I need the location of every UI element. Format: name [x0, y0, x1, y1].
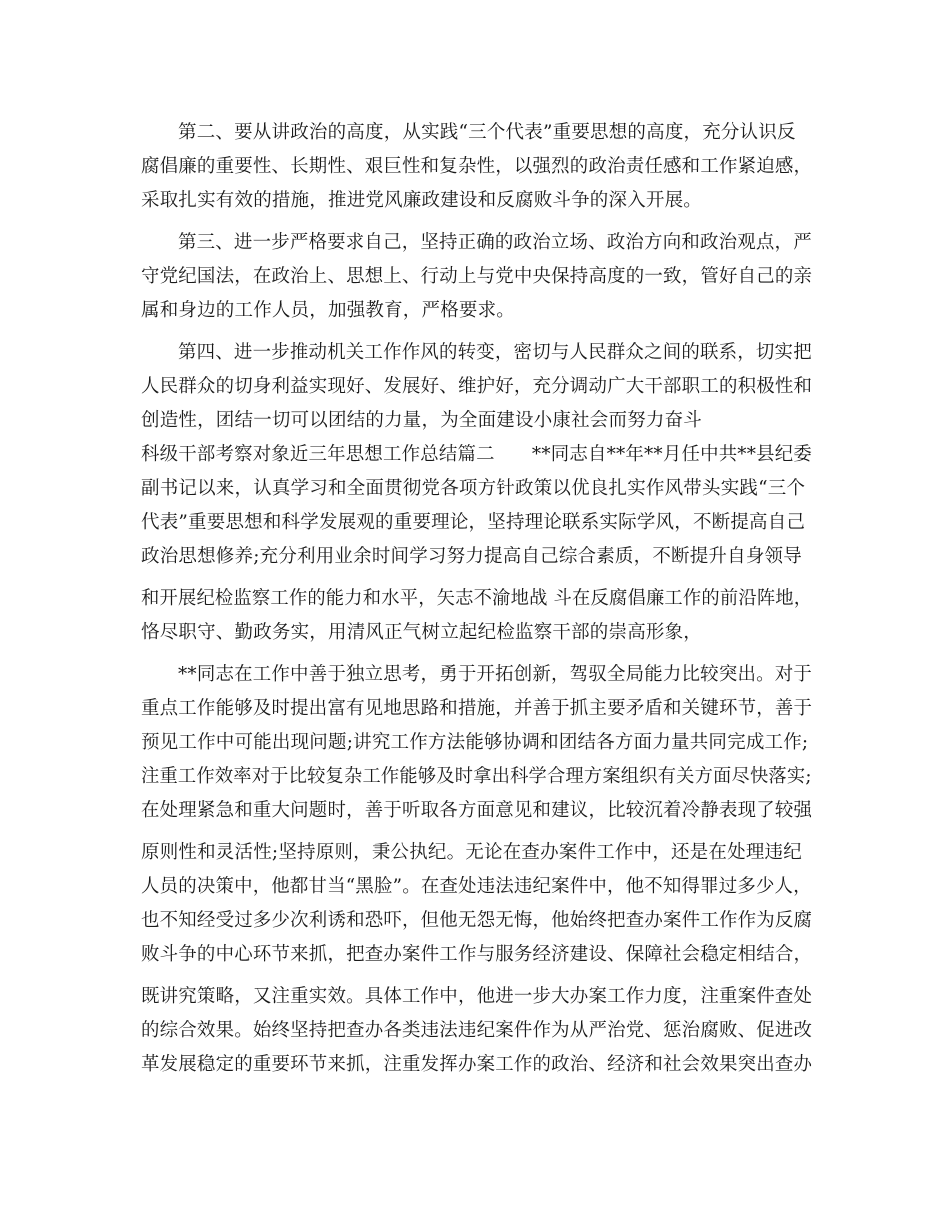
- text-line: 人员的决策中，他都甘当“黑脸”。在查处违法违纪案件中，他不知得罪过多少人，: [141, 876, 812, 897]
- text-line: 人民群众的切身利益实现好、发展好、维护好，充分调动广大干部职工的积极性和: [141, 376, 813, 397]
- text-line: **同志在工作中善于独立思考，勇于开拓创新，驾驭全局能力比较突出。对于: [178, 664, 813, 685]
- text-line: 守党纪国法，在政治上、思想上、行动上与党中央保持高度的一致，管好自己的亲: [141, 266, 813, 287]
- text-line: 腐倡廉的重要性、长期性、艰巨性和复杂性，以强烈的政治责任感和工作紧迫感，: [141, 156, 813, 177]
- text-line: 也不知经受过多少次利诱和恐吓，但他无怨无悔，他始终把查办案件工作作为反腐: [141, 910, 813, 931]
- text-line: 创造性，团结一切可以团结的力量，为全面建设小康社会而努力奋斗: [141, 410, 703, 431]
- text-line: 预见工作中可能出现问题;讲究工作方法能够协调和团结各方面力量共同完成工作;: [141, 732, 809, 753]
- text-line: 第三、进一步严格要求自己，坚持正确的政治立场、政治方向和政治观点，严: [178, 232, 812, 253]
- text-line: 的综合效果。始终坚持把查办各类违法违纪案件作为从严治党、惩治腐败、促进改: [141, 1020, 813, 1041]
- text-line: 第二、要从讲政治的高度，从实践“三个代表”重要思想的高度，充分认识反: [178, 122, 796, 143]
- text-line: 属和身边的工作人员，加强教育，严格要求。: [141, 300, 516, 321]
- text-line: 和开展纪检监察工作的能力和水平，矢志不渝地战 斗在反腐倡廉工作的前沿阵地，: [141, 588, 813, 609]
- text-line: 既讲究策略，又注重实效。具体工作中，他进一步大办案工作力度，注重案件查处: [141, 986, 813, 1007]
- text-line: 采取扎实有效的措施，推进党风廉政建设和反腐败斗争的深入开展。: [141, 190, 703, 211]
- text-line: 重点工作能够及时提出富有见地思路和措施，并善于抓主要矛盾和关键环节，善于: [141, 698, 813, 719]
- text-line: 革发展稳定的重要环节来抓，注重发挥办案工作的政治、经济和社会效果突出查办: [141, 1054, 813, 1075]
- text-line: 恪尽职守、勤政务实，用清风正气树立起纪检监察干部的崇高形象，: [141, 622, 703, 643]
- text-line: 在处理紧急和重大问题时，善于听取各方面意见和建议，比较沉着冷静表现了较强: [141, 800, 813, 821]
- section-heading-line: 科级干部考察对象近三年思想工作总结篇二 **同志自**年**月任中共**县纪委: [141, 444, 812, 465]
- text-line: 第四、进一步推动机关工作作风的转变，密切与人民群众之间的联系，切实把: [178, 342, 812, 363]
- text-line: 原则性和灵活性;坚持原则，秉公执纪。无论在查办案件工作中，还是在处理违纪: [141, 842, 802, 863]
- text-line: 代表”重要思想和科学发展观的重要理论，坚持理论联系实际学风，不断提高自己: [141, 512, 806, 533]
- text-line: 注重工作效率对于比较复杂工作能够及时拿出科学合理方案组织有关方面尽快落实;: [141, 766, 812, 787]
- text-line: 政治思想修养;充分利用业余时间学习努力提高自己综合素质，不断提升自身领导: [141, 546, 802, 567]
- text-line: 副书记以来，认真学习和全面贯彻党各项方针政策以优良扎实作风带头实践“三个: [141, 478, 806, 499]
- text-line: 败斗争的中心环节来抓，把查办案件工作与服务经济建设、保障社会稳定相结合，: [141, 944, 813, 965]
